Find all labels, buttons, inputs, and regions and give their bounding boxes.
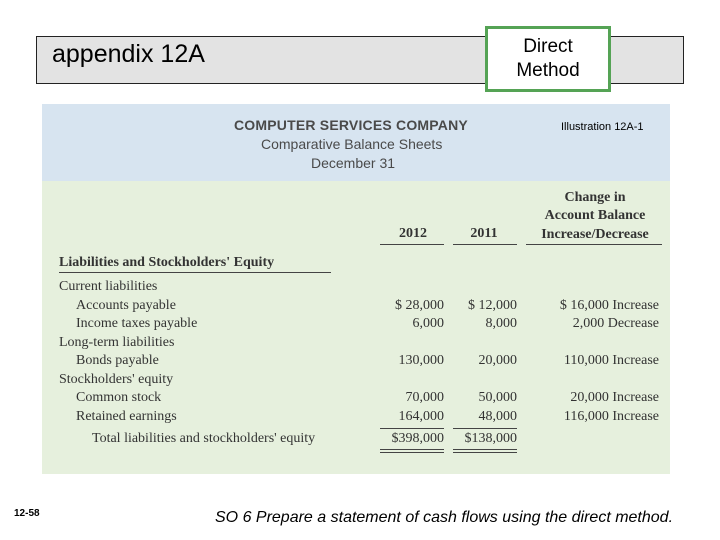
underline-2012 bbox=[380, 244, 444, 245]
row-value-2012: 70,000 bbox=[405, 390, 444, 405]
row-label: Accounts payable bbox=[76, 297, 176, 313]
row-value-2012: $ 28,000 bbox=[395, 297, 444, 313]
change-header-1: Change in bbox=[564, 190, 626, 205]
section-title-underline bbox=[59, 272, 331, 273]
change-header-3: Increase/Decrease bbox=[541, 227, 649, 242]
company-name: COMPUTER SERVICES COMPANY bbox=[234, 117, 468, 133]
change-header-2: Account Balance bbox=[544, 208, 646, 223]
slide-number: 12-58 bbox=[14, 508, 40, 519]
method-line-2: Method bbox=[516, 60, 580, 81]
row-change: 110,000 Increase bbox=[563, 353, 659, 368]
row-label: Retained earnings bbox=[76, 408, 177, 424]
row-label: Bonds payable bbox=[76, 353, 159, 368]
row-value-2011: 20,000 bbox=[478, 353, 517, 368]
row-value-2012: 6,000 bbox=[412, 316, 444, 331]
row-value-2011: 50,000 bbox=[478, 390, 517, 405]
row-change: 20,000 Increase bbox=[570, 390, 659, 405]
total-label: Total liabilities and stockholders' equity bbox=[92, 431, 316, 446]
total-2011: $138,000 bbox=[464, 431, 517, 446]
statement-date: December 31 bbox=[311, 155, 396, 171]
row-change: 2,000 Decrease bbox=[572, 316, 659, 331]
method-box bbox=[485, 26, 611, 92]
row-label: Current liabilities bbox=[59, 279, 158, 294]
row-value-2011: 48,000 bbox=[478, 408, 517, 424]
rule-above-total-2011 bbox=[453, 428, 517, 429]
double-rule-2011-a bbox=[453, 449, 517, 450]
row-label: Income taxes payable bbox=[76, 316, 198, 331]
learning-objective: SO 6 Prepare a statement of cash flows using the direct method. bbox=[215, 509, 674, 526]
double-rule-2012-b bbox=[380, 452, 444, 453]
row-value-2011: $ 12,000 bbox=[468, 297, 517, 313]
row-value-2011: 8,000 bbox=[485, 316, 517, 331]
underline-change bbox=[526, 244, 662, 245]
statement-subtitle: Comparative Balance Sheets bbox=[261, 136, 443, 152]
row-value-2012: 164,000 bbox=[398, 408, 444, 424]
rule-above-total-2012 bbox=[380, 428, 444, 429]
row-label: Stockholders' equity bbox=[59, 371, 174, 387]
row-change: $ 16,000 Increase bbox=[559, 297, 659, 313]
column-2012: 2012 bbox=[399, 226, 427, 241]
row-value-2012: 130,000 bbox=[398, 353, 444, 368]
double-rule-2012-a bbox=[380, 449, 444, 450]
total-2012: $398,000 bbox=[391, 431, 444, 446]
row-label: Common stock bbox=[76, 390, 162, 405]
double-rule-2011-b bbox=[453, 452, 517, 453]
method-line-1: Direct bbox=[523, 36, 573, 57]
row-change: 116,000 Increase bbox=[563, 408, 659, 424]
section-title: Liabilities and Stockholders' Equity bbox=[59, 255, 275, 270]
slide-title: appendix 12A bbox=[52, 40, 205, 68]
illustration-label: Illustration 12A-1 bbox=[561, 121, 644, 133]
column-2011: 2011 bbox=[470, 226, 498, 241]
underline-2011 bbox=[453, 244, 517, 245]
row-label: Long-term liabilities bbox=[59, 334, 175, 350]
